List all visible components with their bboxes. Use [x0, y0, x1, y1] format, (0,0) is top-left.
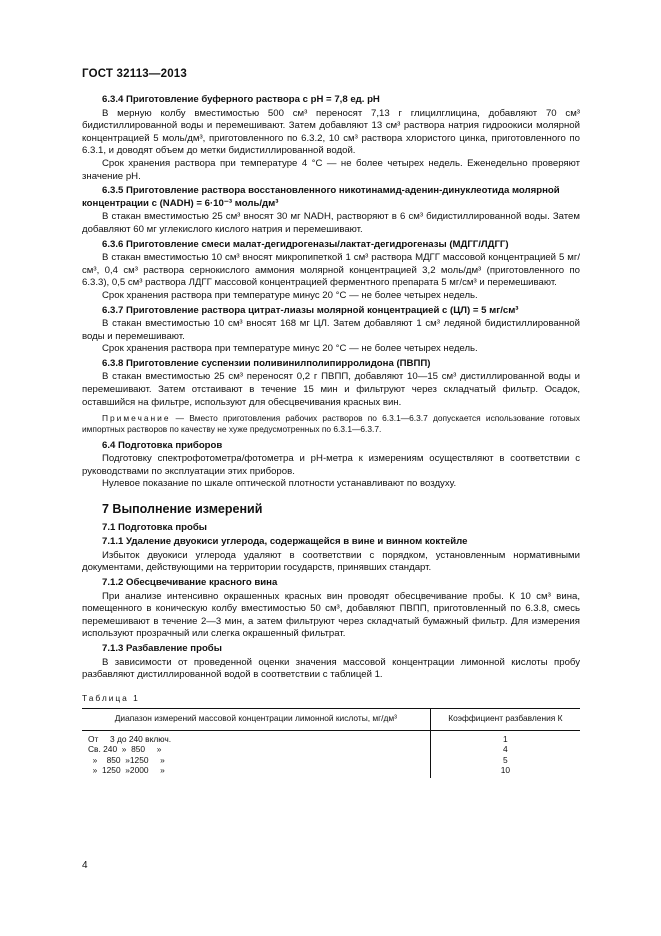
paragraph: В стакан вместимостью 25 см³ вносят 30 мг NADH, растворяют в 6 см³ бидистиллированной воды. Затем добавляют 60 мг углекислого кислого натрия и перемешивают.: [82, 211, 580, 235]
section-7-heading: 7 Выполнение измерений: [102, 502, 263, 517]
section-heading: 7.1 Подготовка пробы: [102, 521, 207, 533]
table-row: [82, 744, 580, 755]
paragraph: При анализе интенсивно окрашенных красных вин проводят обесцвечивание пробы. К 10 см³ вина, помещенного в коническую колбу вместимостью 50 см³, добавляют ПВПП, приготовленный по 6.3.8, смесь перемешивают в течение 2—3 мин, а затем фильтруют через складчатый бумажный фильтр. Для измерения используют прозрачный или слегка окрашенный фильтрат.: [82, 590, 580, 640]
table-header-range: Диапазон измерений массовой концентрации лимонной кислоты, мг/дм³: [82, 709, 430, 731]
table-header-k: Коэффициент разбавления К: [430, 709, 580, 731]
section-heading: 6.3.7 Приготовление раствора цитрат-лиазы молярной концентрацией с (ЦЛ) = 5 мг/см³: [102, 304, 519, 316]
range-cell: » 1250 »2000 »: [82, 765, 430, 778]
section-heading: 6.4 Подготовка приборов: [102, 439, 223, 451]
table-row: [82, 755, 580, 766]
section-heading: 6.3.5 Приготовление раствора восстановленного никотинамид-аденин-динуклеотида молярной концентрации с (NADH) = 6·10⁻³ моль/дм³: [82, 185, 560, 209]
k-cell: 4: [503, 744, 508, 755]
paragraph: Срок хранения раствора при температуре минус 20 °С — не более четырех недель.: [102, 343, 478, 355]
table-body: [82, 730, 580, 778]
paragraph: В стакан вместимостью 10 см³ вносят 168 мг ЦЛ. Затем добавляют 1 см³ ледяной бидистиллированной воды и перемешивают.: [82, 318, 580, 342]
paragraph: Подготовку спектрофотометра/фотометра и рН-метра к измерениям осуществляют в соответствии с руководствами по эксплуатации этих приборов.: [82, 453, 580, 477]
table-row: [82, 730, 580, 744]
table-caption: Таблица 1: [82, 692, 140, 703]
k-cell: 5: [503, 754, 508, 765]
section-7-blocks: [82, 522, 580, 682]
range-cell: Св. 240 » 850 »: [82, 744, 430, 755]
paragraph: Избыток двуокиси углерода удаляют в соответствии с порядком, установленным нормативными документами, действующими на территории государств, принявших стандарт.: [82, 549, 580, 574]
page-content: [82, 92, 580, 778]
section-heading: 7.1.3 Разбавление пробы: [102, 642, 222, 654]
section-heading: 6.3.8 Приготовление суспензии поливинилполипирролидона (ПВПП): [102, 357, 431, 369]
section-6-3-blocks: [82, 94, 580, 409]
range-cell: От 3 до 240 включ.: [82, 730, 430, 744]
section-heading: 7.1.2 Обесцвечивание красного вина: [102, 577, 278, 588]
k-cell: 1: [503, 733, 508, 744]
table-header-row: [82, 709, 580, 731]
standard-header: ГОСТ 32113—2013: [82, 68, 187, 80]
paragraph: Нулевое показание по шкале оптической плотности устанавливают по воздуху.: [102, 478, 457, 490]
note-label: Примечание: [102, 413, 171, 424]
paragraph: В стакан вместимостью 10 см³ вносят микропипеткой 1 см³ раствора МДГГ массовой концентрацией 5 мг/см³, 0,4 см³ раствора сернокислого аммония молярной концентрацией 3,2 моль/дм³ (приготовленного по 6.3.3), 0,5 см³ раствора ЛДГГ массовой концентрацией ферментного препарата 5 мг/см³ и перемешивают.: [82, 252, 580, 289]
paragraph: Срок хранения раствора при температуре минус 20 °С — не более четырех недель.: [102, 289, 478, 301]
page-number: 4: [82, 860, 88, 871]
section-heading: 7.1.1 Удаление двуокиси углерода, содержащейся в вине и винном коктейле: [102, 536, 468, 548]
section-6-4-blocks: [82, 440, 580, 491]
section-heading: 6.3.4 Приготовление буферного раствора с рН = 7,8 ед. рН: [102, 94, 380, 105]
paragraph: Срок хранения раствора при температуре 4 °С — не более четырех недель. Еженедельно проверяют значение рН.: [82, 157, 580, 182]
paragraph: В стакан вместимостью 25 см³ переносят 0,2 г ПВПП, добавляют 10—15 см³ дистиллированной воды и перемешивают. Затем отстаивают в течение 15 мин и фильтруют через складчатый фильтр. Осадок, оставшийся на фильтре, используют для обесцвечивания красных вин.: [82, 371, 580, 408]
note-paragraph: [82, 413, 580, 435]
paragraph: В мерную колбу вместимостью 500 см³ переносят 7,13 г глицилглицина, добавляют 70 см³ бидистиллированной воды и перемешивают. Затем добавляют 13 см³ раствора натрия гидроокиси молярной концентрацией 5 моль/дм³, приготовленного по 6.3.2, 10 см³ раствора хлористого цинка, приготовленного по 6.3.1, и доводят объем до метки бидистиллированной водой.: [82, 107, 580, 157]
dilution-table: [82, 708, 580, 778]
range-cell: » 850 »1250 »: [82, 755, 430, 766]
k-cell: 10: [500, 765, 511, 776]
section-heading: 6.3.6 Приготовление смеси малат-дегидрогеназы/лактат-дегидрогеназы (МДГГ/ЛДГГ): [102, 238, 509, 250]
table-row: [82, 765, 580, 778]
paragraph: В зависимости от проведенной оценки значения массовой концентрации лимонной кислоты пробу разбавляют дистиллированной водой в соответствии с таблицей 1.: [82, 656, 580, 681]
note-text: — Вместо приготовления рабочих растворов по 6.3.1—6.3.7 допускается использование готовых импортных растворов по качеству не хуже предусмотренных по 6.3.1—6.3.7.: [82, 413, 580, 435]
